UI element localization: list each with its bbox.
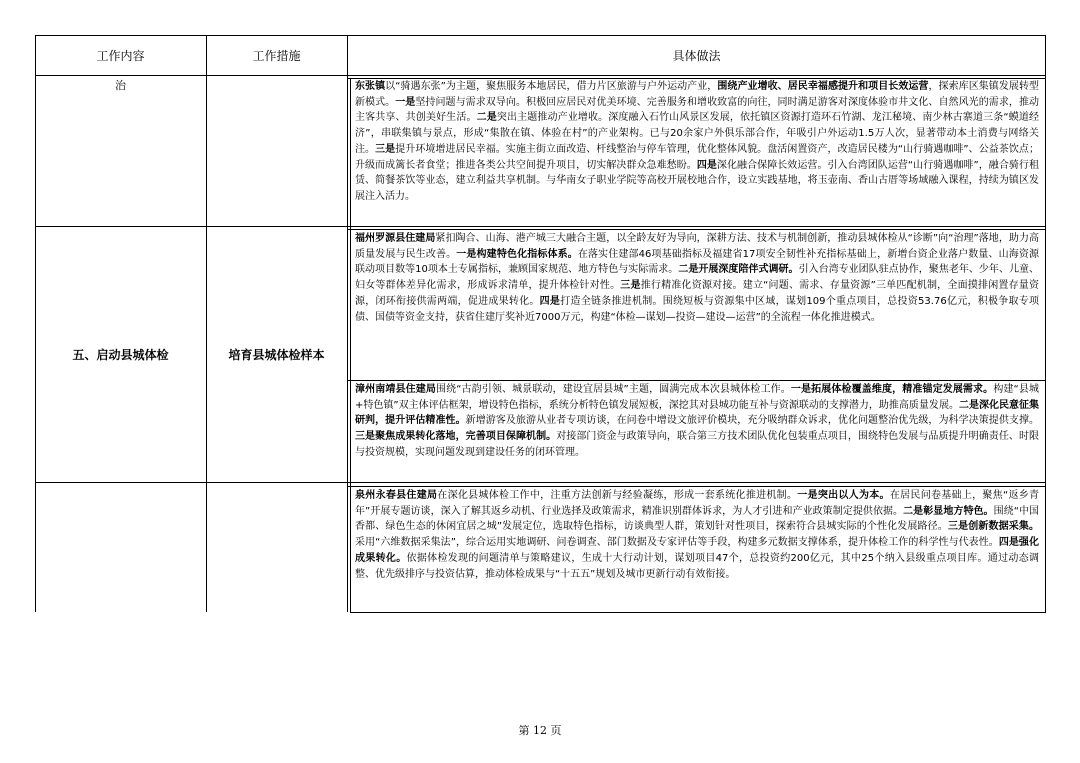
text-segment: 依据体检发现的问题清单与策略建议，生成十大行动计划，谋划项目47个，总投资约200亿元，其中25个纳入县级重点项目库。通过动态调整、优先级排序与投资估算，推动体检成果与“十五五”规划及城市更新行动有效衔接。 [355,552,1039,580]
row-sep-d [347,486,1046,487]
row-sep-c [347,380,1046,381]
text-segment: 紧扣陶合、山海、港产城三大融合主题，以全龄友好为导向，深耕方法、技术与机制创新，推动县城体检从“诊断”向“治理”落地，助力高质量发展与民生改善。 [355,233,1039,260]
page-number: 第 12 页 [518,724,562,737]
text-segment: 构建“县城+特色镇”双主体评估框架，增设特色指标，系统分析特色镇发展短板，深挖其对县城功能互补与资源联动的支撑潜力，助推高质量发展。 [355,384,1039,411]
text-segment: 提升环境增进居民幸福。实施主街立面改造、杆线整治与停车管理，优化整体风貌。盘活闲置资产，改造居民楼为“山行骑遇咖啡”、公益茶饮点；升级而成篱长者食堂；推进各类公共空间提升项目，切实解决群众急难愁盼。 [355,143,1039,171]
bold-text-segment: 漳州南靖县住建局 [355,384,436,395]
table-bottom-inner [350,612,1046,613]
bold-text-segment: 三是创新数据采集。 [947,521,1039,533]
bold-text-segment: 二是 [476,112,497,124]
col-line-3 [1045,35,1046,612]
header-work-content: 工作内容 [96,48,145,63]
text-segment: 新增游客及旅游从业者专项访谈，在问卷中增设文旅评价模块，充分吸纳群众诉求，优化问题整治优先级，为科学决策提供支撑。 [465,415,1039,427]
text-segment: 对接部门资金与政策导向，联合第三方技术团队优化包装重点项目，围绕特色发展与品质提升明确责任、时限与投资规模，实现问题发现到建设任务的闭环管理。 [355,431,1039,458]
bold-text-segment: 一是 [395,96,416,108]
text-segment: 打造全链条推进机制。围绕短板与资源集中区域，谋划109个重点项目，总投资53.76亿元，积极争取专项债、国债等资金支持，获省住建厅奖补近7000万元，构建“体检—谋划—投资—建设—运营”的全流程一体化推进模式。 [355,295,1039,323]
bold-text-segment: 二是深化民意征集研判，提升评估精准性。 [355,399,1039,427]
text-segment: ，探索库区集镇发展转型新模式。 [355,81,1039,108]
bold-text-segment: 二是开展深度陪伴式调研。 [678,264,799,276]
text-segment: 引入台湾专业团队驻点协作，聚焦老年、少年、儿童、妇女等群体差异化需求，形成诉求清单，提升体检针对性。 [355,264,1039,292]
text-segment: 在深化县城体检工作中，注重方法创新与经验凝练，形成一套系统化推进机制。 [437,490,798,501]
bold-text-segment: 东张镇 [355,81,386,92]
text-segment: 采用“六维数据采集法”，综合运用实地调研、问卷调查、部门数据及专家评估等手段，构建多元数据支撑体系，提升体检工作的科学性与代表性。 [355,537,999,549]
bold-text-segment: 三是 [620,280,641,292]
bold-text-segment: 围绕产业增收、居民幸福感提升和项目长效运营 [717,81,929,92]
detail-row [355,488,1039,610]
bold-text-segment: 一是构建特色化指标体系。 [456,248,578,260]
bold-text-segment: 福州罗源县住建局 [355,233,436,244]
inner-left-line [350,78,351,612]
text-segment: 围绕“中国香都、绿色生态的休闲宜居之城”发展定位，选取特色指标，访谈典型人群，策划针对性项目，探索符合县城实际的个性化发展路径。 [355,505,1039,533]
section-measure: 培育县城体检样本 [228,347,325,362]
text-segment: 以“骑遇东张”为主题，聚焦服务本地居民，借力片区旅游与户外运动产业， [385,81,718,92]
text-segment: 突出主题推动产业增收。深度融入石竹山风景区发展，依托镇区资源打造环石竹湖、龙江秘境、南少林古寨道三条“蟆道经济”，串联集镇与景点，形成“集散在镇、体验在村”的产业架构。已与20余家户外俱乐部合作，年吸引户外运动1.5万人次，显著带动本土消费与网络关注。 [355,112,1039,155]
col-line-2 [347,35,348,612]
detail-row [355,79,1039,225]
row-sep-b [347,229,1046,230]
top-fragment: 治 [115,79,126,92]
bold-text-segment: 泉州永春县住建局 [355,490,438,501]
bold-text-segment: 一是突出以人为本。 [797,490,890,501]
detail-row [355,231,1039,377]
bold-text-segment: 一是拓展体检覆盖维度，精准锚定发展需求。 [790,384,994,395]
header-work-measure: 工作措施 [252,48,301,63]
text-segment: 在居民问卷基础上，聚焦“返乡青年”开展专题访谈，深入了解其返乡动机、行业选择及政策需求，精准识别群体诉求，为人才引进和产业政策制定提供依据。 [355,490,1039,517]
row-sep-group2 [35,482,1046,483]
text-segment: 深化融合保障长效运营。引入台湾团队运营“山行骑遇咖啡”，融合骑行租赁、简餐茶饮等业态，建立利益共享机制。与华南女子职业学院等高校开展校地合作，设立实践基地，将玉壶南、香山古厝等场域融入课程，持续为镇区发展注入活力。 [355,159,1039,202]
text-segment: 在落实住建部46项基础指标及福建省17项安全韧性补充指标基础上，新增台资企业落户数量、山海资源联动项目数等10项本土专属指标，兼顾国家规范、地方特色与实际需求。 [355,248,1039,276]
section-content: 五、启动县城体检 [72,347,169,362]
header-detail: 具体做法 [672,48,721,63]
text-segment: 推行精准化资源对接。建立“问题、需求、存量资源”三单匹配机制，全面摸排闲置存量资源，闭环衔接供需两端，促进成果转化。 [355,280,1039,307]
header-bottom-border [35,75,1046,76]
work-table [35,35,1046,612]
bold-text-segment: 三是聚焦成果转化落地，完善项目保障机制。 [355,431,557,443]
bold-text-segment: 四是强化成果转化。 [355,537,1039,564]
bold-text-segment: 四是 [696,159,717,171]
text-segment: 坚持问题与需求双导向。积极回应居民对优美环境、完善服务和增收致富的向往，同时满足游客对深度体验市井文化、自然风光的需求，推动主客共享、共创美好生活。 [355,96,1039,124]
bold-text-segment: 二是彰显地方特色。 [903,505,994,517]
text-segment: 围绕“古韵引领、城景联动，建设宜居县城”主题，圆满完成本次县城体检工作。 [436,384,791,395]
bold-text-segment: 三是 [375,143,396,155]
detail-row [355,382,1039,480]
bold-text-segment: 四是 [539,295,561,307]
